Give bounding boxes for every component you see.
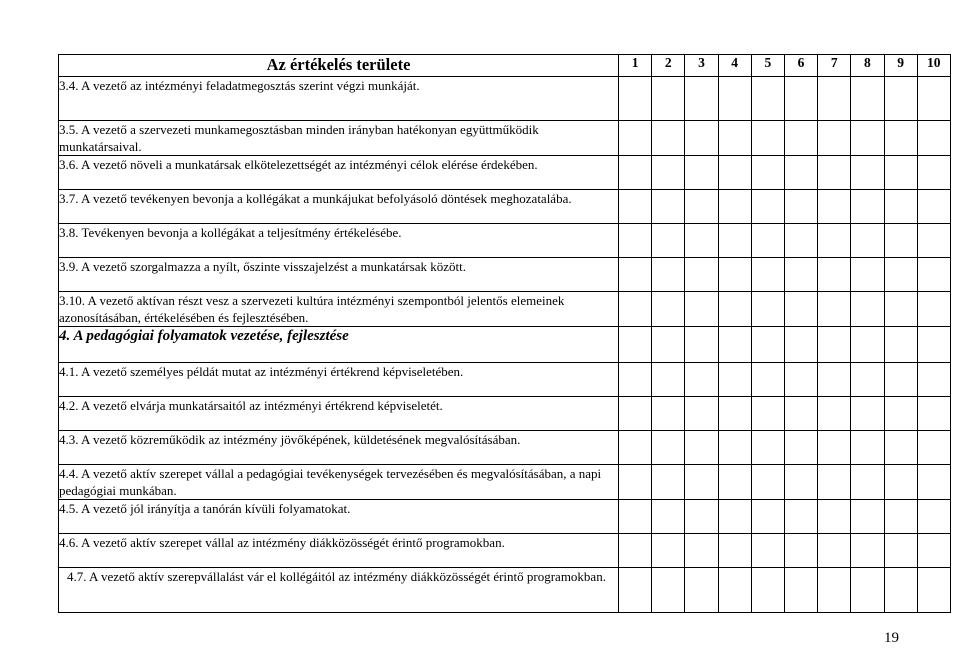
criterion-cell bbox=[59, 431, 619, 465]
score-cell-3[interactable] bbox=[685, 363, 718, 397]
score-cell-9[interactable] bbox=[884, 156, 917, 190]
table-row bbox=[59, 258, 951, 292]
score-cell-8[interactable] bbox=[851, 534, 884, 568]
criterion-text: 4.1. A vezető személyes példát mutat az intézményi értékrend képviseletében. bbox=[59, 364, 464, 379]
score-cell-1[interactable] bbox=[619, 224, 652, 258]
score-cell-7[interactable] bbox=[818, 258, 851, 292]
score-header-3: 3 bbox=[685, 55, 718, 77]
score-header-4: 4 bbox=[718, 55, 751, 77]
score-cell-9[interactable] bbox=[884, 500, 917, 534]
score-cell-2[interactable] bbox=[652, 156, 685, 190]
score-cell-4[interactable] bbox=[718, 77, 751, 121]
score-cell-6[interactable] bbox=[784, 156, 817, 190]
score-header-8: 8 bbox=[851, 55, 884, 77]
score-cell-10[interactable] bbox=[917, 258, 950, 292]
table-row bbox=[59, 568, 951, 613]
score-cell-5[interactable] bbox=[751, 292, 784, 327]
score-cell-6[interactable] bbox=[784, 465, 817, 500]
score-cell-9[interactable] bbox=[884, 121, 917, 156]
section-title: 4. A pedagógiai folyamatok vezetése, fejlesztése bbox=[59, 328, 349, 344]
score-cell-2[interactable] bbox=[652, 431, 685, 465]
score-cell-3[interactable] bbox=[685, 327, 718, 363]
score-header-7: 7 bbox=[818, 55, 851, 77]
score-cell-9[interactable] bbox=[884, 77, 917, 121]
score-cell-1[interactable] bbox=[619, 500, 652, 534]
criterion-cell bbox=[59, 363, 619, 397]
score-cell-3[interactable] bbox=[685, 224, 718, 258]
criterion-text: 3.6. A vezető növeli a munkatársak elkötelezettségét az intézményi célok elérése érdekében. bbox=[59, 157, 538, 172]
criterion-cell bbox=[59, 77, 619, 121]
score-cell-8[interactable] bbox=[851, 568, 884, 613]
score-cell-9[interactable] bbox=[884, 431, 917, 465]
table-row bbox=[59, 397, 951, 431]
score-cell-7[interactable] bbox=[818, 465, 851, 500]
score-cell-7[interactable] bbox=[818, 500, 851, 534]
score-cell-10[interactable] bbox=[917, 121, 950, 156]
score-cell-5[interactable] bbox=[751, 190, 784, 224]
score-cell-5[interactable] bbox=[751, 534, 784, 568]
score-cell-6[interactable] bbox=[784, 292, 817, 327]
score-cell-8[interactable] bbox=[851, 363, 884, 397]
score-cell-8[interactable] bbox=[851, 121, 884, 156]
score-cell-1[interactable] bbox=[619, 465, 652, 500]
header-title: Az értékelés területe bbox=[59, 55, 619, 77]
score-cell-7[interactable] bbox=[818, 397, 851, 431]
score-cell-2[interactable] bbox=[652, 77, 685, 121]
criterion-cell bbox=[59, 292, 619, 327]
score-cell-8[interactable] bbox=[851, 190, 884, 224]
score-cell-10[interactable] bbox=[917, 224, 950, 258]
criterion-cell bbox=[59, 224, 619, 258]
criterion-text: 3.10. A vezető aktívan részt vesz a szervezeti kultúra intézményi szempontból jelentős elemeinek azonosításában, értékelésében és fejlesztésében. bbox=[59, 293, 565, 325]
table-row bbox=[59, 534, 951, 568]
score-cell-9[interactable] bbox=[884, 292, 917, 327]
criterion-text: 3.5. A vezető a szervezeti munkamegosztásban minden irányban hatékonyan együttműködik munkatársaival. bbox=[59, 122, 539, 154]
score-cell-1[interactable] bbox=[619, 258, 652, 292]
score-cell-5[interactable] bbox=[751, 397, 784, 431]
score-cell-5[interactable] bbox=[751, 77, 784, 121]
criterion-text: 3.7. A vezető tevékenyen bevonja a kollégákat a munkájukat befolyásoló döntések meghozatalába. bbox=[59, 191, 572, 206]
score-cell-4[interactable] bbox=[718, 431, 751, 465]
table-row bbox=[59, 465, 951, 500]
score-cell-5[interactable] bbox=[751, 258, 784, 292]
score-cell-1[interactable] bbox=[619, 190, 652, 224]
criterion-text: 3.4. A vezető az intézményi feladatmegosztás szerint végzi munkáját. bbox=[59, 78, 420, 93]
score-cell-10[interactable] bbox=[917, 500, 950, 534]
score-cell-2[interactable] bbox=[652, 292, 685, 327]
header-row bbox=[59, 55, 951, 77]
score-cell-7[interactable] bbox=[818, 156, 851, 190]
score-cell-7[interactable] bbox=[818, 292, 851, 327]
criterion-cell bbox=[59, 534, 619, 568]
score-cell-4[interactable] bbox=[718, 292, 751, 327]
score-cell-10[interactable] bbox=[917, 292, 950, 327]
table-row bbox=[59, 121, 951, 156]
score-cell-5[interactable] bbox=[751, 363, 784, 397]
score-header-1: 1 bbox=[619, 55, 652, 77]
score-cell-2[interactable] bbox=[652, 190, 685, 224]
score-cell-10[interactable] bbox=[917, 568, 950, 613]
score-cell-10[interactable] bbox=[917, 327, 950, 363]
score-cell-3[interactable] bbox=[685, 292, 718, 327]
score-cell-7[interactable] bbox=[818, 568, 851, 613]
score-cell-1[interactable] bbox=[619, 327, 652, 363]
table-row bbox=[59, 500, 951, 534]
score-cell-1[interactable] bbox=[619, 534, 652, 568]
score-cell-7[interactable] bbox=[818, 190, 851, 224]
score-cell-7[interactable] bbox=[818, 121, 851, 156]
score-cell-3[interactable] bbox=[685, 500, 718, 534]
score-header-9: 9 bbox=[884, 55, 917, 77]
score-cell-4[interactable] bbox=[718, 500, 751, 534]
criterion-text: 4.5. A vezető jól irányítja a tanórán kívüli folyamatokat. bbox=[59, 501, 351, 516]
score-cell-4[interactable] bbox=[718, 397, 751, 431]
score-cell-6[interactable] bbox=[784, 327, 817, 363]
score-cell-4[interactable] bbox=[718, 363, 751, 397]
section-row bbox=[59, 327, 951, 363]
score-cell-9[interactable] bbox=[884, 397, 917, 431]
score-cell-2[interactable] bbox=[652, 121, 685, 156]
score-cell-5[interactable] bbox=[751, 568, 784, 613]
score-cell-9[interactable] bbox=[884, 465, 917, 500]
score-cell-9[interactable] bbox=[884, 190, 917, 224]
score-cell-4[interactable] bbox=[718, 327, 751, 363]
score-cell-2[interactable] bbox=[652, 465, 685, 500]
score-cell-1[interactable] bbox=[619, 568, 652, 613]
score-cell-2[interactable] bbox=[652, 500, 685, 534]
criterion-cell bbox=[59, 568, 619, 613]
score-cell-4[interactable] bbox=[718, 121, 751, 156]
evaluation-table bbox=[58, 54, 951, 613]
score-cell-10[interactable] bbox=[917, 190, 950, 224]
score-cell-9[interactable] bbox=[884, 363, 917, 397]
score-cell-8[interactable] bbox=[851, 156, 884, 190]
criterion-text: 4.7. A vezető aktív szerepvállalást vár el kollégáitól az intézmény diákközösségét érintő programokban. bbox=[67, 569, 606, 584]
score-cell-9[interactable] bbox=[884, 568, 917, 613]
score-cell-2[interactable] bbox=[652, 224, 685, 258]
table-row bbox=[59, 292, 951, 327]
criterion-cell bbox=[59, 156, 619, 190]
criterion-text: 3.8. Tevékenyen bevonja a kollégákat a teljesítmény értékelésébe. bbox=[59, 225, 402, 240]
score-cell-3[interactable] bbox=[685, 534, 718, 568]
section-heading bbox=[59, 327, 619, 363]
score-cell-6[interactable] bbox=[784, 258, 817, 292]
score-cell-6[interactable] bbox=[784, 534, 817, 568]
score-header-10: 10 bbox=[917, 55, 950, 77]
criterion-text: 4.6. A vezető aktív szerepet vállal az intézmény diákközösségét érintő programokban. bbox=[59, 535, 505, 550]
score-cell-6[interactable] bbox=[784, 190, 817, 224]
score-cell-4[interactable] bbox=[718, 568, 751, 613]
score-cell-5[interactable] bbox=[751, 500, 784, 534]
criterion-text: 4.4. A vezető aktív szerepet vállal a pedagógiai tevékenységek tervezésében és megvalósításában, a napi pedagógiai munkában. bbox=[59, 466, 602, 498]
score-cell-10[interactable] bbox=[917, 431, 950, 465]
criterion-text: 4.2. A vezető elvárja munkatársaitól az intézményi értékrend képviseletét. bbox=[59, 398, 443, 413]
score-cell-3[interactable] bbox=[685, 190, 718, 224]
criterion-text: 4.3. A vezető közreműködik az intézmény jövőképének, küldetésének megvalósításában. bbox=[59, 432, 521, 447]
score-cell-7[interactable] bbox=[818, 224, 851, 258]
score-cell-9[interactable] bbox=[884, 534, 917, 568]
score-cell-6[interactable] bbox=[784, 363, 817, 397]
score-cell-4[interactable] bbox=[718, 465, 751, 500]
score-cell-3[interactable] bbox=[685, 121, 718, 156]
score-cell-6[interactable] bbox=[784, 121, 817, 156]
criterion-cell bbox=[59, 121, 619, 156]
score-cell-8[interactable] bbox=[851, 465, 884, 500]
criterion-cell bbox=[59, 397, 619, 431]
score-cell-10[interactable] bbox=[917, 77, 950, 121]
score-cell-5[interactable] bbox=[751, 224, 784, 258]
score-cell-3[interactable] bbox=[685, 258, 718, 292]
score-cell-4[interactable] bbox=[718, 258, 751, 292]
score-cell-3[interactable] bbox=[685, 568, 718, 613]
score-cell-8[interactable] bbox=[851, 397, 884, 431]
table-row bbox=[59, 77, 951, 121]
score-cell-8[interactable] bbox=[851, 327, 884, 363]
score-cell-9[interactable] bbox=[884, 258, 917, 292]
score-cell-10[interactable] bbox=[917, 534, 950, 568]
criterion-text: 3.9. A vezető szorgalmazza a nyílt, őszinte visszajelzést a munkatársak között. bbox=[59, 259, 466, 274]
score-cell-3[interactable] bbox=[685, 156, 718, 190]
score-cell-8[interactable] bbox=[851, 431, 884, 465]
score-cell-10[interactable] bbox=[917, 156, 950, 190]
table-row bbox=[59, 224, 951, 258]
score-cell-8[interactable] bbox=[851, 224, 884, 258]
score-cell-7[interactable] bbox=[818, 431, 851, 465]
score-cell-6[interactable] bbox=[784, 224, 817, 258]
table-row bbox=[59, 363, 951, 397]
score-cell-3[interactable] bbox=[685, 77, 718, 121]
score-cell-4[interactable] bbox=[718, 534, 751, 568]
page-number: 19 bbox=[884, 630, 899, 646]
score-cell-8[interactable] bbox=[851, 77, 884, 121]
score-cell-1[interactable] bbox=[619, 77, 652, 121]
score-cell-1[interactable] bbox=[619, 292, 652, 327]
score-cell-8[interactable] bbox=[851, 292, 884, 327]
score-cell-2[interactable] bbox=[652, 258, 685, 292]
score-cell-2[interactable] bbox=[652, 534, 685, 568]
score-cell-5[interactable] bbox=[751, 327, 784, 363]
score-cell-2[interactable] bbox=[652, 568, 685, 613]
table-row bbox=[59, 190, 951, 224]
score-header-6: 6 bbox=[784, 55, 817, 77]
score-cell-6[interactable] bbox=[784, 500, 817, 534]
score-cell-1[interactable] bbox=[619, 431, 652, 465]
score-cell-10[interactable] bbox=[917, 397, 950, 431]
score-cell-9[interactable] bbox=[884, 327, 917, 363]
score-cell-1[interactable] bbox=[619, 156, 652, 190]
table-row bbox=[59, 156, 951, 190]
score-header-5: 5 bbox=[751, 55, 784, 77]
score-cell-6[interactable] bbox=[784, 431, 817, 465]
score-cell-1[interactable] bbox=[619, 397, 652, 431]
score-cell-8[interactable] bbox=[851, 500, 884, 534]
score-cell-7[interactable] bbox=[818, 77, 851, 121]
score-cell-4[interactable] bbox=[718, 156, 751, 190]
score-cell-7[interactable] bbox=[818, 363, 851, 397]
score-cell-3[interactable] bbox=[685, 465, 718, 500]
score-cell-2[interactable] bbox=[652, 363, 685, 397]
score-cell-4[interactable] bbox=[718, 224, 751, 258]
criterion-cell bbox=[59, 465, 619, 500]
score-cell-6[interactable] bbox=[784, 397, 817, 431]
score-cell-4[interactable] bbox=[718, 190, 751, 224]
score-cell-8[interactable] bbox=[851, 258, 884, 292]
score-cell-3[interactable] bbox=[685, 397, 718, 431]
score-cell-9[interactable] bbox=[884, 224, 917, 258]
table-row bbox=[59, 431, 951, 465]
score-cell-1[interactable] bbox=[619, 121, 652, 156]
score-cell-5[interactable] bbox=[751, 121, 784, 156]
score-cell-10[interactable] bbox=[917, 363, 950, 397]
score-cell-2[interactable] bbox=[652, 397, 685, 431]
score-header-2: 2 bbox=[652, 55, 685, 77]
criterion-cell bbox=[59, 258, 619, 292]
score-cell-10[interactable] bbox=[917, 465, 950, 500]
criterion-cell bbox=[59, 190, 619, 224]
score-cell-1[interactable] bbox=[619, 363, 652, 397]
criterion-cell bbox=[59, 500, 619, 534]
score-cell-5[interactable] bbox=[751, 431, 784, 465]
score-cell-6[interactable] bbox=[784, 77, 817, 121]
score-cell-6[interactable] bbox=[784, 568, 817, 613]
score-cell-5[interactable] bbox=[751, 156, 784, 190]
score-cell-5[interactable] bbox=[751, 465, 784, 500]
score-cell-7[interactable] bbox=[818, 534, 851, 568]
score-cell-2[interactable] bbox=[652, 327, 685, 363]
score-cell-7[interactable] bbox=[818, 327, 851, 363]
score-cell-3[interactable] bbox=[685, 431, 718, 465]
